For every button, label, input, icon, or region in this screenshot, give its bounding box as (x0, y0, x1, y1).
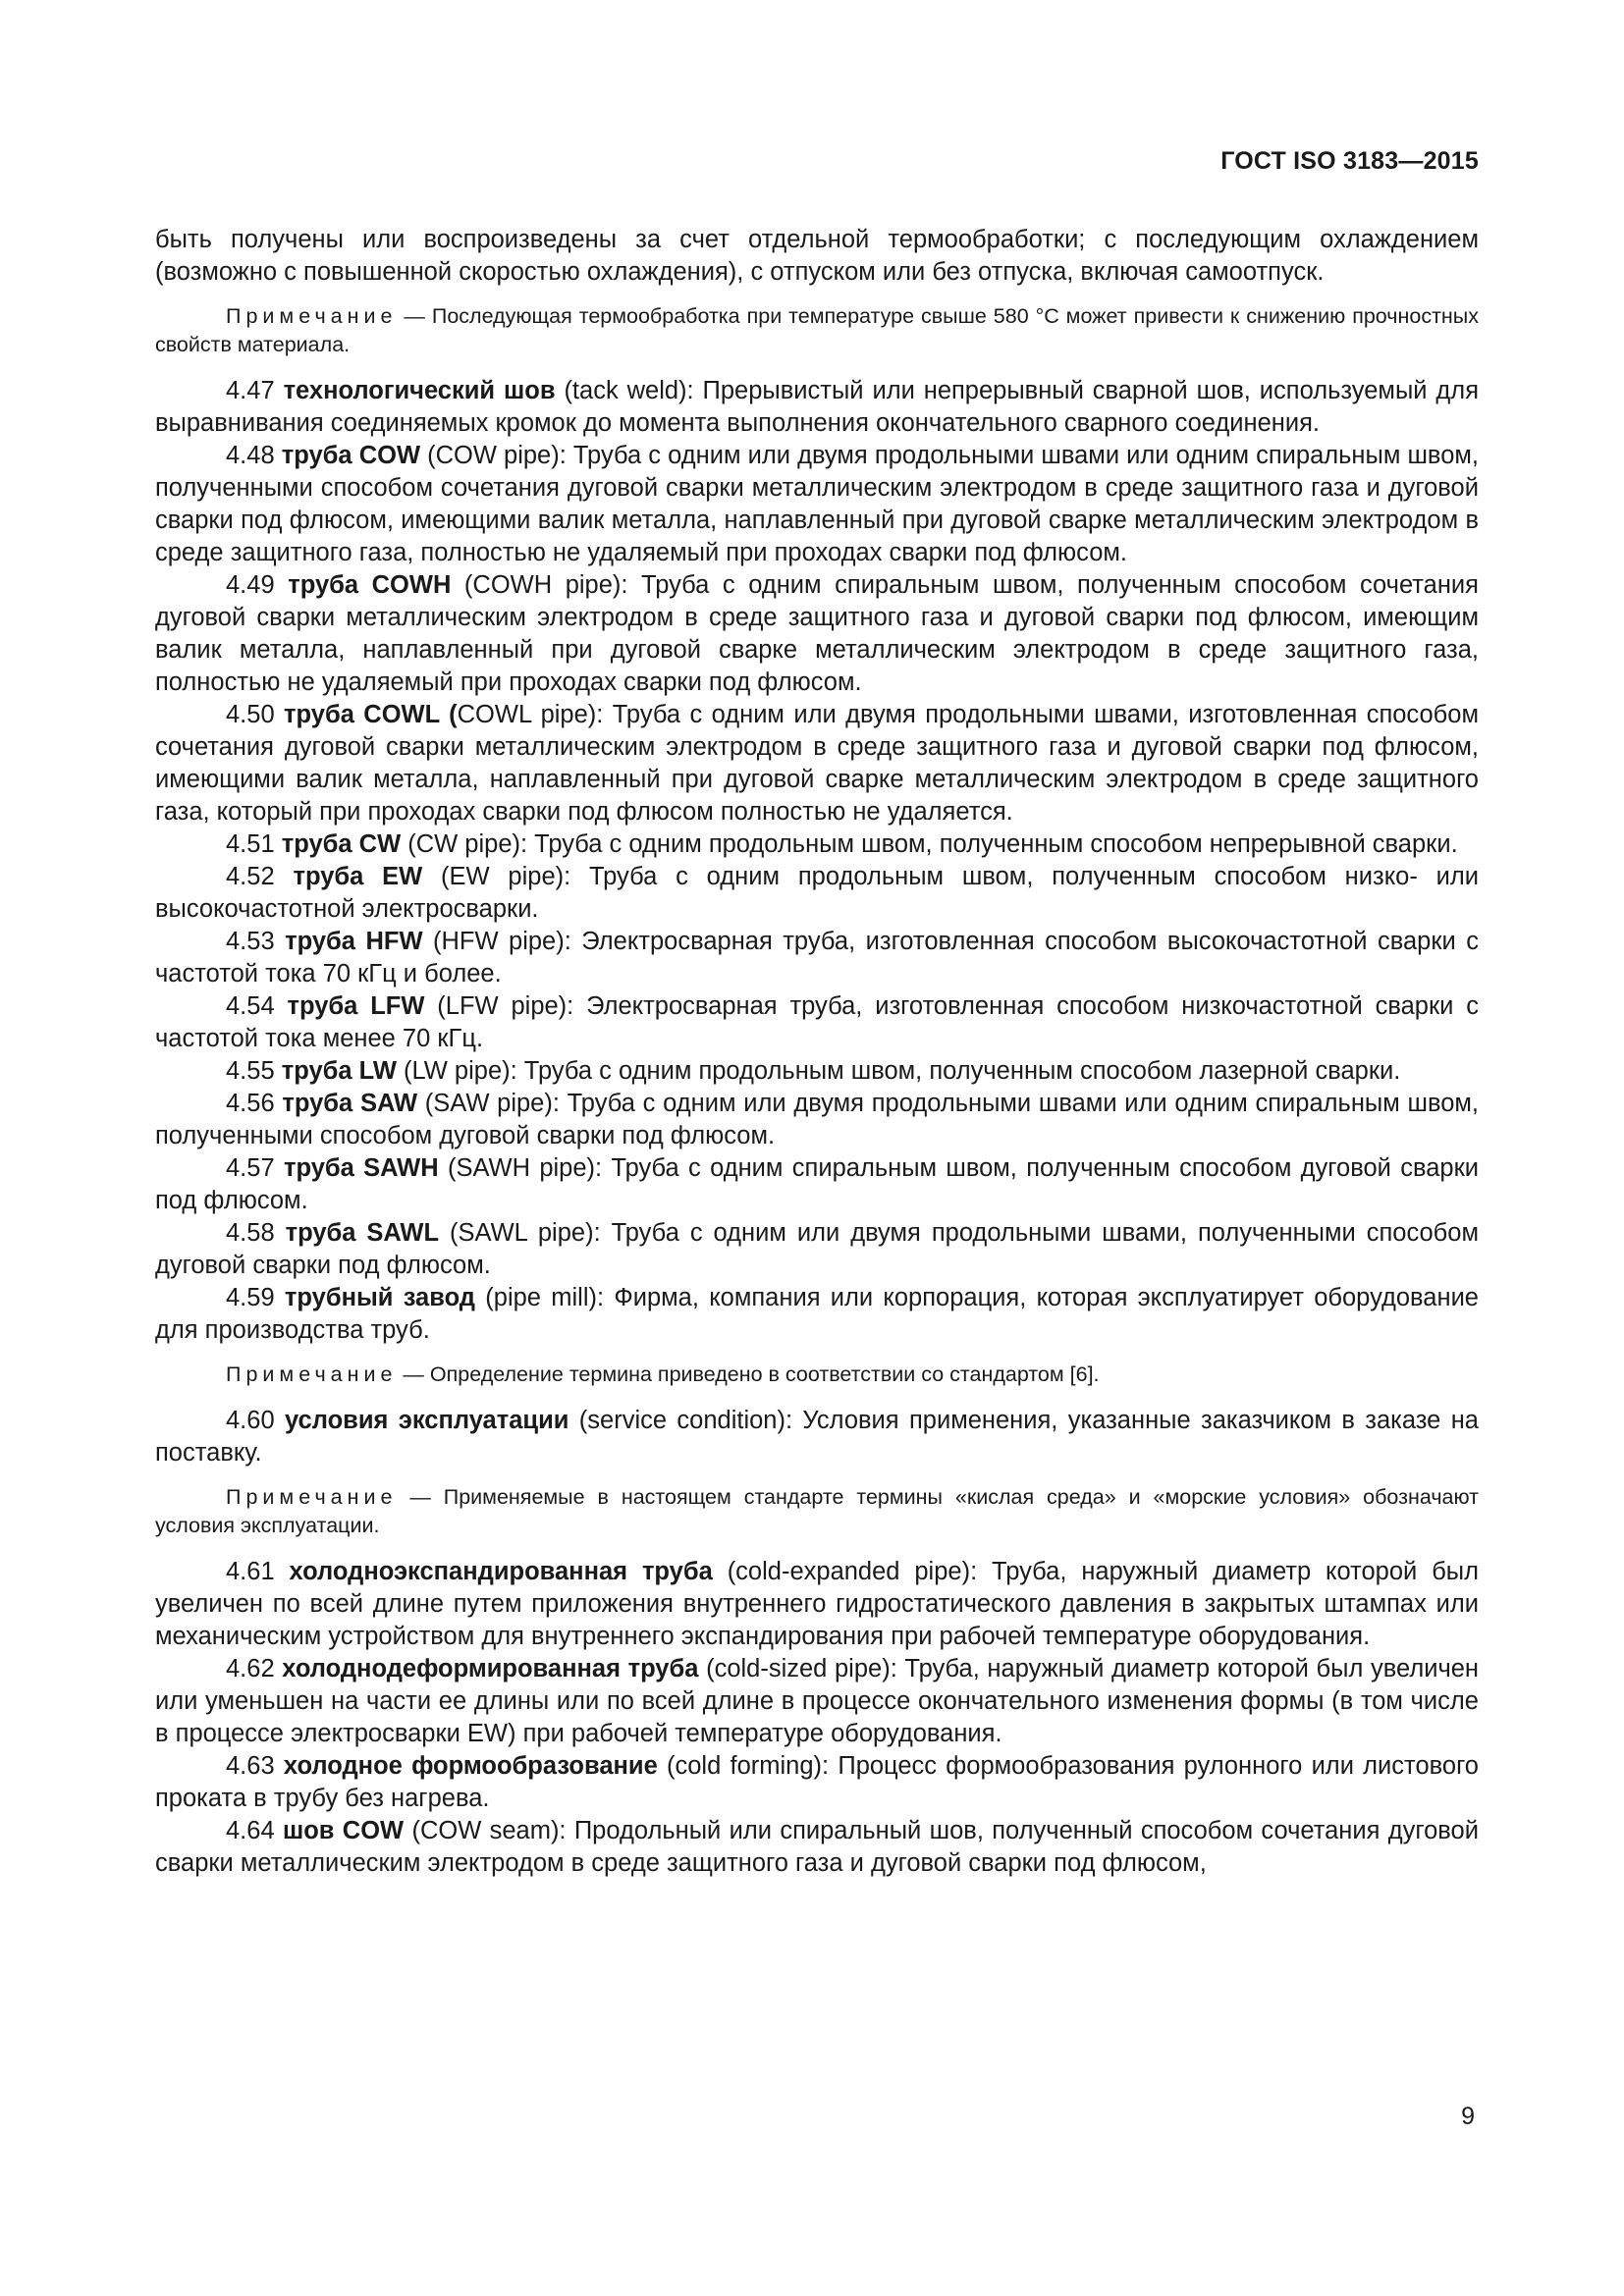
entry-number: 4.61 (226, 1558, 275, 1585)
definition-entry (155, 861, 1479, 926)
entry-definition: (COWH pipe): Труба с одним спиральным швом, полученным способом сочетания дуговой сварки металлическим электродом в среде защитного газа и дуговой сварки под флюсом, имеющим валик металла, наплавленный при дуговой сварке металлическим электродом в среде защитного газа, полностью не удаляемый при проходах сварки под флюсом. (155, 571, 1479, 696)
document-body (155, 224, 1479, 1880)
definition-entry (155, 1815, 1479, 1880)
document-id-header: ГОСТ ISO 3183—2015 (1220, 147, 1479, 175)
entry-number: 4.56 (226, 1090, 275, 1117)
entry-number: 4.63 (226, 1752, 275, 1780)
entry-definition: (SAW pipe): Труба с одним или двумя продольными швами или одним спиральным швом, полученными способом дуговой сварки под флюсом. (155, 1090, 1480, 1149)
entry-term: трубный завод (284, 1284, 475, 1311)
note-text: Последующая термообработка при температуре свыше 580 °С может привести к снижению прочностных свойств материала. (155, 304, 1479, 356)
definition-entry (155, 990, 1479, 1055)
note-label: Примечание (226, 1485, 398, 1509)
entry-definition: (pipe mill): Фирма, компания или корпорация, которая эксплуатирует оборудование для производства труб. (155, 1284, 1479, 1344)
note-dash: — (397, 1362, 430, 1386)
entry-definition: (cold forming): Процесс формообразования рулонного или листового проката в трубу без нагрева. (155, 1752, 1479, 1812)
entry-definition: (COW pipe): Труба с одним или двумя продольными швами или одним спиральным швом, полученными способом сочетания дуговой сварки металлическим электродом в среде защитного газа и дуговой сварки под флюсом, имеющими валик металла, наплавленный при дуговой сварке металлическим электродом в среде защитного газа, полностью не удаляемый при проходах сварки под флюсом. (155, 442, 1479, 566)
note-label: Примечание (226, 1362, 398, 1386)
entry-term: холодноэкспандированная труба (289, 1558, 713, 1585)
definition-entry (155, 569, 1479, 699)
note-paragraph (155, 1483, 1479, 1540)
definition-entry (155, 1282, 1479, 1347)
entry-number: 4.64 (226, 1817, 275, 1844)
entry-term: труба COWL ( (284, 701, 458, 728)
note-text: Применяемые в настоящем стандарте термины «кислая среда» и «морские условия» обозначают условия эксплуатации. (155, 1485, 1479, 1537)
entry-term: труба CW (281, 830, 402, 858)
entry-term: труба COWH (288, 571, 452, 599)
note-dash: — (397, 1485, 444, 1509)
entry-definition: (CW pipe): Труба с одним продольным швом, полученным способом непрерывной сварки. (401, 830, 1458, 858)
definition-entry (155, 1750, 1479, 1815)
entry-term: технологический шов (283, 377, 556, 404)
definition-entry (155, 699, 1479, 828)
entry-number: 4.50 (226, 701, 275, 728)
entry-definition: (COW seam): Продольный или спиральный шов, полученный способом сочетания дуговой сварки металлическим электродом в среде защитного газа и дуговой сварки под флюсом, (155, 1817, 1479, 1877)
entry-term: шов COW (282, 1817, 405, 1844)
entry-definition: (SAWL pipe): Труба с одним или двумя продольными швами, полученными способом дуговой сварки под флюсом. (155, 1219, 1479, 1279)
page-number: 9 (1461, 2103, 1475, 2130)
entry-number: 4.59 (226, 1284, 275, 1311)
entry-term: труба SAW (282, 1090, 418, 1117)
continuation-paragraph: быть получены или воспроизведены за счет отдельной термообработки; с последующим охлаждением (возможно с повышенной скоростью охлаждения), с отпуском или без отпуска, включая самоотпуск. (155, 226, 1479, 286)
entry-term: труба LFW (287, 992, 425, 1020)
definition-entry (155, 375, 1479, 440)
note-label: Примечание (226, 304, 398, 328)
entry-definition: (cold-expanded pipe): Труба, наружный диаметр которой был увеличен по всей длине путем приложения внутреннего гидростатического давления в закрытых штампах или механическим устройством для внутреннего экспандирования при рабочей температуре оборудования. (155, 1558, 1480, 1650)
definition-entry (155, 1055, 1479, 1088)
entry-number: 4.53 (226, 928, 275, 955)
definition-entry (155, 1152, 1479, 1217)
entry-definition: (tack weld): Прерывистый или непрерывный сварной шов, используемый для выравнивания соединяемых кромок до момента выполнения окончательного сварного соединения. (155, 377, 1479, 437)
entry-term: труба COW (281, 442, 421, 469)
entry-term: труба LW (281, 1057, 397, 1085)
note-paragraph (155, 1361, 1479, 1389)
entry-term: труба EW (293, 863, 423, 890)
entry-number: 4.48 (226, 442, 275, 469)
entry-term: холоднодеформированная труба (282, 1655, 699, 1682)
entry-number: 4.62 (226, 1655, 275, 1682)
definition-entry (155, 1088, 1479, 1152)
definition-entry (155, 828, 1479, 861)
entry-term: условия эксплуатации (285, 1407, 569, 1434)
entry-number: 4.52 (226, 863, 275, 890)
entry-term: труба SAWL (285, 1219, 440, 1247)
entry-number: 4.49 (226, 571, 275, 599)
definition-entry (155, 1405, 1479, 1469)
definition-entry (155, 926, 1479, 990)
definition-entry (155, 1556, 1479, 1653)
entry-definition: (SAWH pipe): Труба с одним спиральным швом, полученным способом дуговой сварки под флюсом. (155, 1154, 1479, 1214)
entry-number: 4.51 (226, 830, 275, 858)
entry-number: 4.58 (226, 1219, 275, 1247)
entry-number: 4.54 (226, 992, 275, 1020)
note-text: Определение термина приведено в соответствии со стандартом [6]. (429, 1362, 1100, 1386)
entry-definition: COWL pipe): Труба с одним или двумя продольными швами, изготовленная способом сочетания дуговой сварки металлическим электродом в среде защитного газа и дуговой сварки под флюсом, имеющими валик металла, наплавленный при дуговой сварке металлическим электродом в среде защитного газа, который при проходах сварки под флюсом полностью не удаляется. (155, 701, 1479, 826)
entry-number: 4.47 (226, 377, 275, 404)
definition-entry (155, 440, 1479, 569)
entry-definition: (LFW pipe): Электросварная труба, изготовленная способом низкочастотной сварки с частотой тока менее 70 кГц. (155, 992, 1479, 1052)
entry-number: 4.60 (226, 1407, 275, 1434)
entry-definition: (LW pipe): Труба с одним продольным швом, полученным способом лазерной сварки. (396, 1057, 1401, 1085)
entry-term: холодное формообразование (283, 1752, 658, 1780)
entry-definition: (EW pipe): Труба с одним продольным швом, полученным способом низко- или высокочастотной электросварки. (155, 863, 1479, 923)
entry-definition: (service condition): Условия применения, указанные заказчиком в заказе на поставку. (155, 1407, 1479, 1467)
entry-term: труба HFW (285, 928, 423, 955)
entry-definition: (cold-sized pipe): Труба, наружный диаметр которой был увеличен или уменьшен на части ее длины или по всей длине в процессе окончательного изменения формы (в том числе в процессе электросварки EW) при рабочей температуре оборудования. (155, 1655, 1480, 1747)
note-dash: — (397, 304, 432, 328)
note-paragraph (155, 302, 1479, 359)
entry-definition: (HFW pipe): Электросварная труба, изготовленная способом высокочастотной сварки с частотой тока 70 кГц и более. (155, 928, 1479, 988)
entry-term: труба SAWH (283, 1154, 439, 1182)
definition-entry (155, 1653, 1479, 1750)
definition-entry (155, 1217, 1479, 1282)
entry-number: 4.57 (226, 1154, 275, 1182)
entry-number: 4.55 (226, 1057, 275, 1085)
